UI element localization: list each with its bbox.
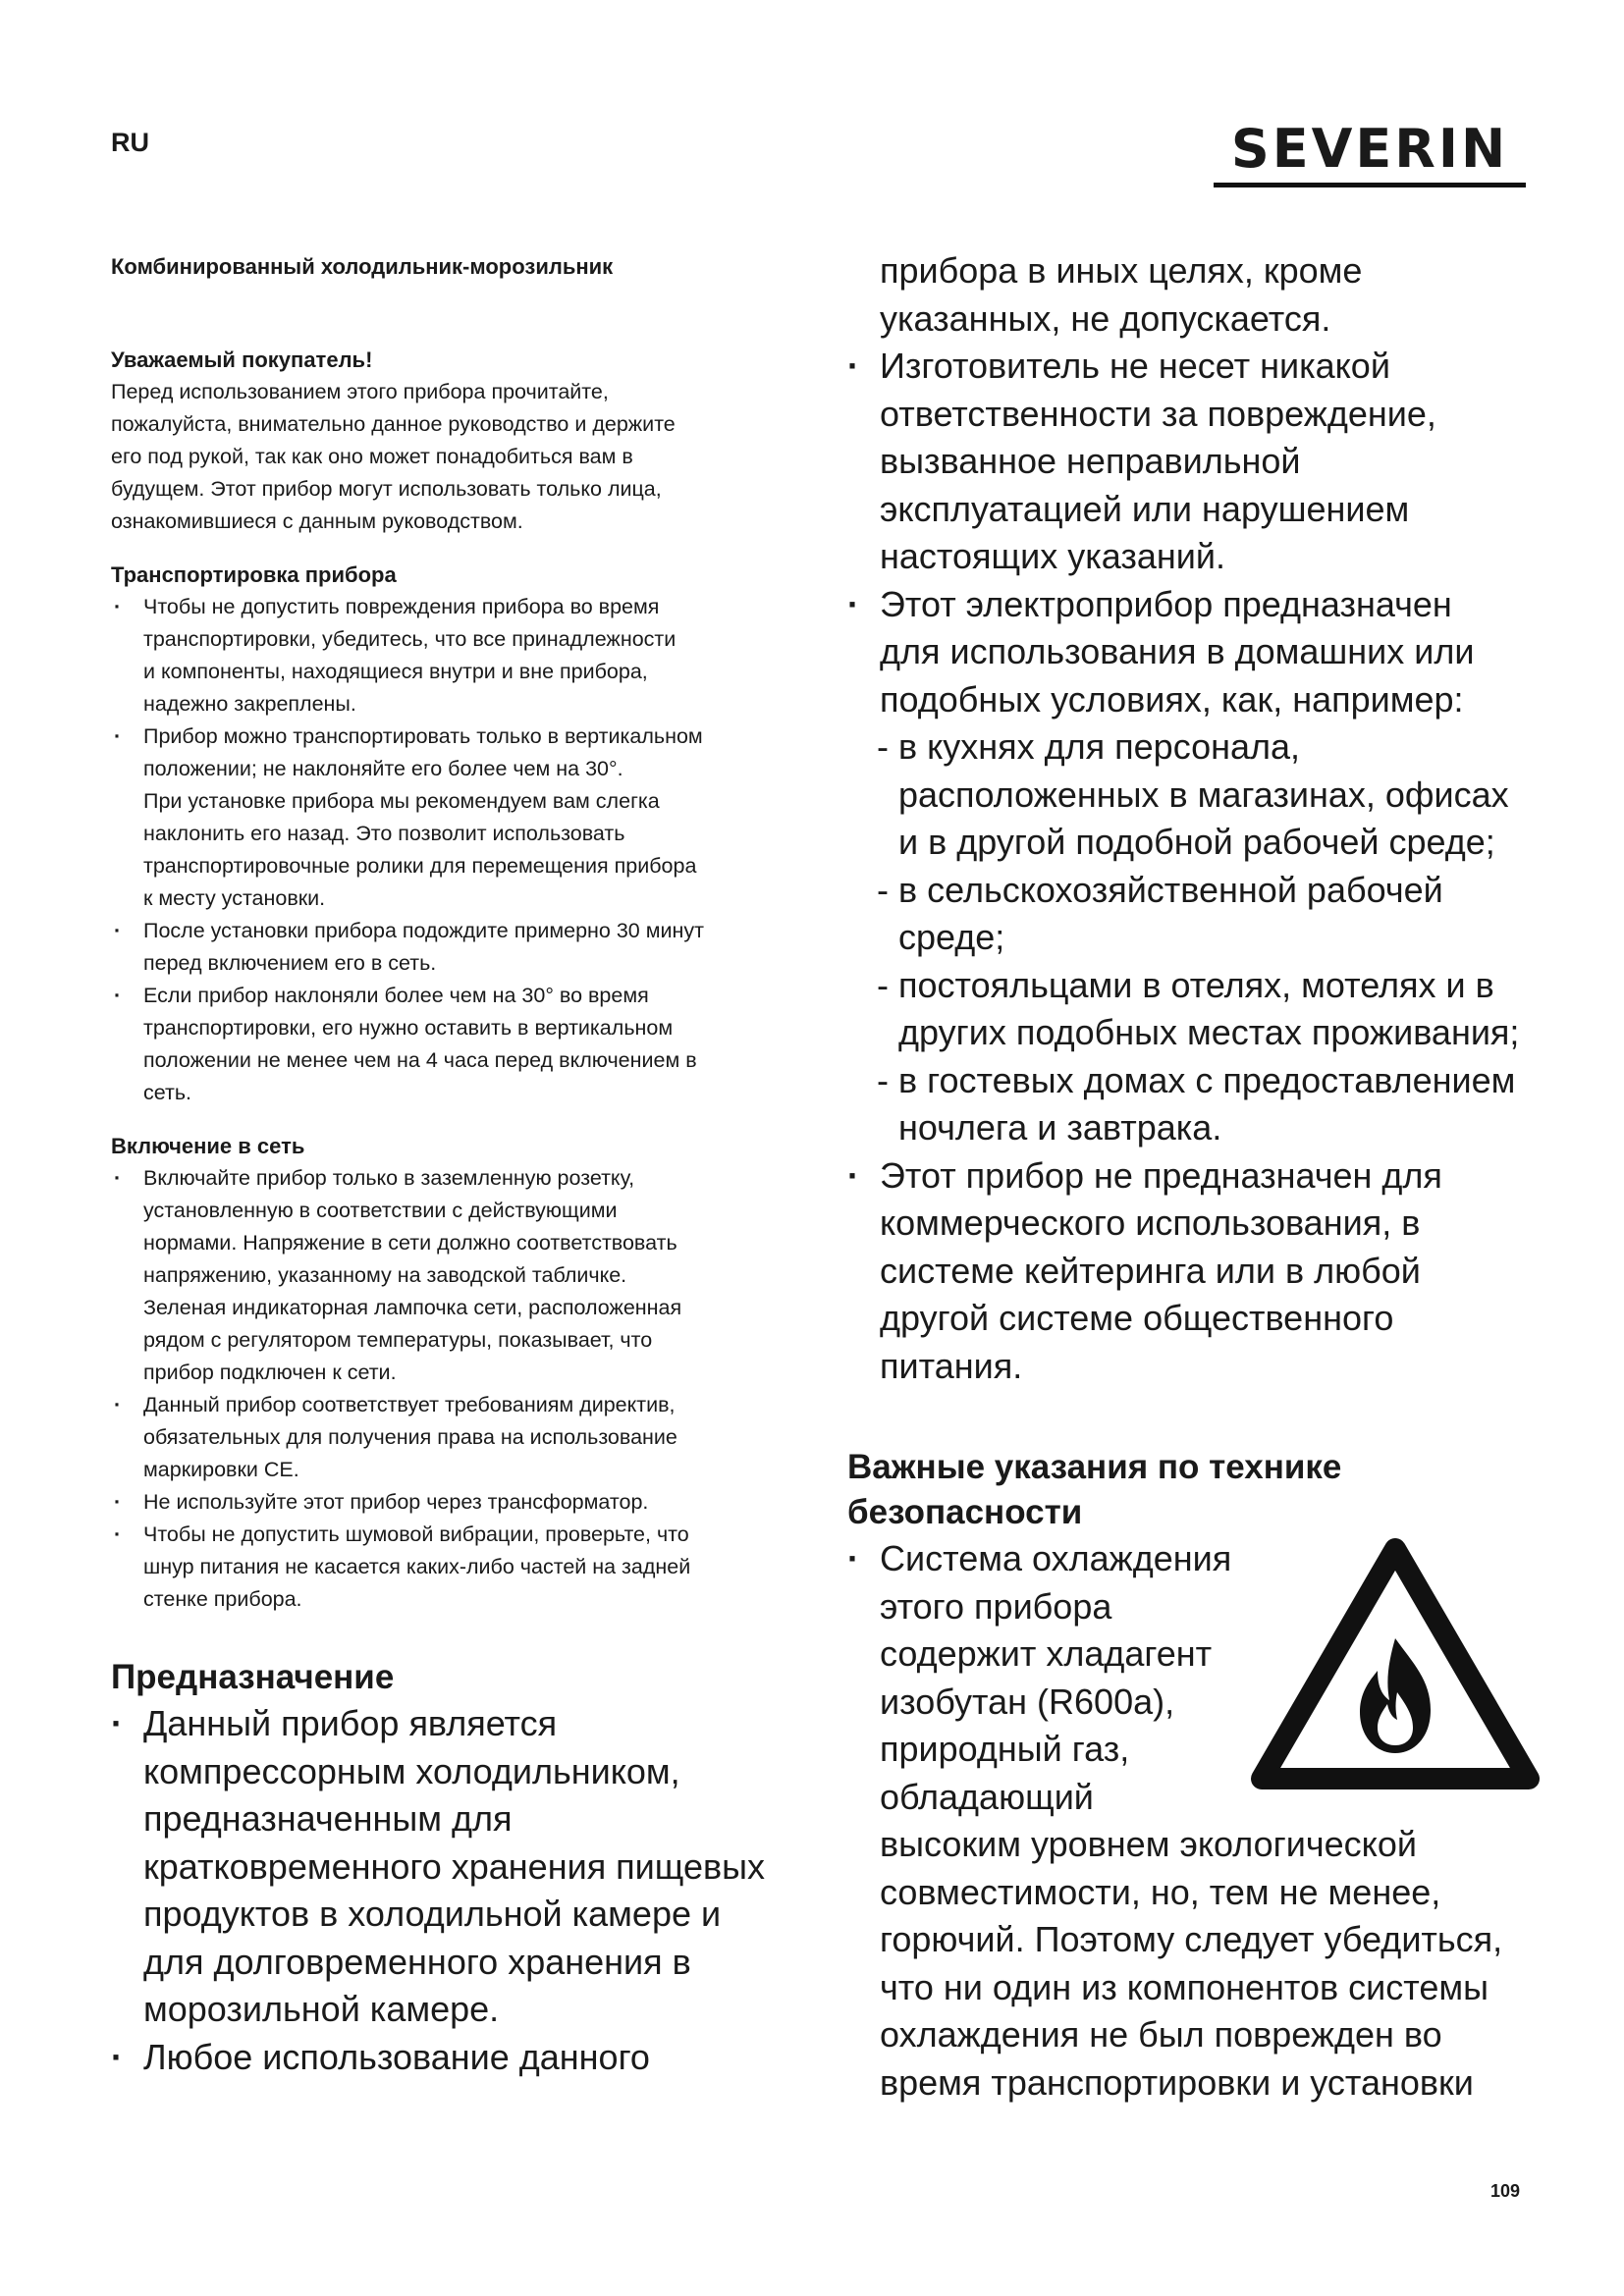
- power-item: · Чтобы не допустить шумовой вибрации, проверьте, что шнур питания не касается каких-либо частей на задней стенке прибора.: [111, 1519, 798, 1616]
- purpose-item: · Любое использование данного: [111, 2034, 798, 2082]
- domestic-list-item: - в гостевых домах с предоставлением ночлега и завтрака.: [847, 1057, 1535, 1152]
- document-title: Комбинированный холодильник-морозильник: [111, 254, 614, 279]
- intro-paragraph: Перед использованием этого прибора прочитайте, пожалуйста, внимательно данное руководство и держите его под рукой, так как оно может понадобиться вам в будущем. Этот прибор могут использовать только лица, ознакомившиеся с данным руководством.: [111, 380, 676, 533]
- cooling-item-wide: высоким уровнем экологической совместимости, но, тем не менее, горючий. Поэтому следует убедиться, что ни один из компонентов системы охлаждения не был поврежден во время транспортировки и установки: [880, 1824, 1503, 2103]
- cooling-item-narrow: · Система охлаждения этого прибора содержит хладагент изобутан (R600a), природный газ, обладающий: [847, 1535, 1272, 1821]
- transport-item: · Чтобы не допустить повреждения прибора во время транспортировки, убедитесь, что все принадлежности и компоненты, находящиеся внутри и вне прибора, надежно закреплены.: [111, 591, 798, 721]
- cooling-block: [847, 1535, 1535, 2107]
- safety-heading: Важные указания по технике безопасности: [847, 1448, 1342, 1531]
- purpose-item: · Данный прибор является компрессорным холодильником, предназначенным для кратковременного хранения пищевых продуктов в холодильной камере и для долговременного хранения в морозильной камере.: [111, 1700, 798, 2034]
- left-column: [111, 250, 798, 2081]
- power-heading: Включение в сеть: [111, 1134, 305, 1158]
- power-item: · Включайте прибор только в заземленную розетку, установленную в соответствии с действующими нормами. Напряжение в сети должно соответствовать напряжению, указанному на заводской табличке. Зеленая индикаторная лампочка сети, расположенная рядом с регулятором температуры, показывает, что прибор подключен к сети.: [111, 1162, 798, 1389]
- logo-underline: [1214, 183, 1526, 187]
- purpose-heading: Предназначение: [111, 1658, 395, 1696]
- commercial-item: · Этот прибор не предназначен для коммерческого использования, в системе кейтеринга или в любой другой системе общественного питания.: [847, 1152, 1535, 1391]
- transport-item: · После установки прибора подождите примерно 30 минут перед включением его в сеть.: [111, 915, 798, 980]
- greeting-heading: Уважаемый покупатель!: [111, 347, 373, 372]
- transport-item: · Если прибор наклоняли более чем на 30° во время транспортировки, его нужно оставить в вертикальном положении не менее чем на 4 часа перед включением в сеть.: [111, 980, 798, 1109]
- flammable-warning-icon: [1248, 1535, 1543, 1792]
- power-item: · Данный прибор соответствует требованиям директив, обязательных для получения права на использование маркировки СЕ.: [111, 1389, 798, 1486]
- transport-item: · Прибор можно транспортировать только в вертикальном положении; не наклоняйте его более чем на 30°. При установке прибора мы рекомендуем вам слегка наклонить его назад. Это позволит использовать транспортировочные ролики для перемещения прибора к месту установки.: [111, 721, 798, 915]
- page-number: 109: [1490, 2181, 1521, 2201]
- purpose-continuation: прибора в иных целях, кроме указанных, не допускается.: [880, 250, 1363, 339]
- domestic-item: · Этот электроприбор предназначен для использования в домашних или подобных условиях, как, например:: [847, 581, 1535, 724]
- brand-logo: SEVERIN: [1230, 118, 1509, 180]
- liability-item: · Изготовитель не несет никакой ответственности за повреждение, вызванное неправильной эксплуатацией или нарушением настоящих указаний.: [847, 343, 1535, 581]
- domestic-list-item: - в кухнях для персонала, расположенных в магазинах, офисах и в другой подобной рабочей среде;: [847, 723, 1535, 867]
- transport-heading: Транспортировка прибора: [111, 562, 397, 587]
- language-code: RU: [111, 128, 149, 157]
- domestic-list-item: - в сельскохозяйственной рабочей среде;: [847, 867, 1535, 962]
- power-item: · Не используйте этот прибор через трансформатор.: [111, 1486, 798, 1519]
- domestic-list-item: - постояльцами в отелях, мотелях и в других подобных местах проживания;: [847, 962, 1535, 1057]
- right-column: [847, 247, 1535, 2107]
